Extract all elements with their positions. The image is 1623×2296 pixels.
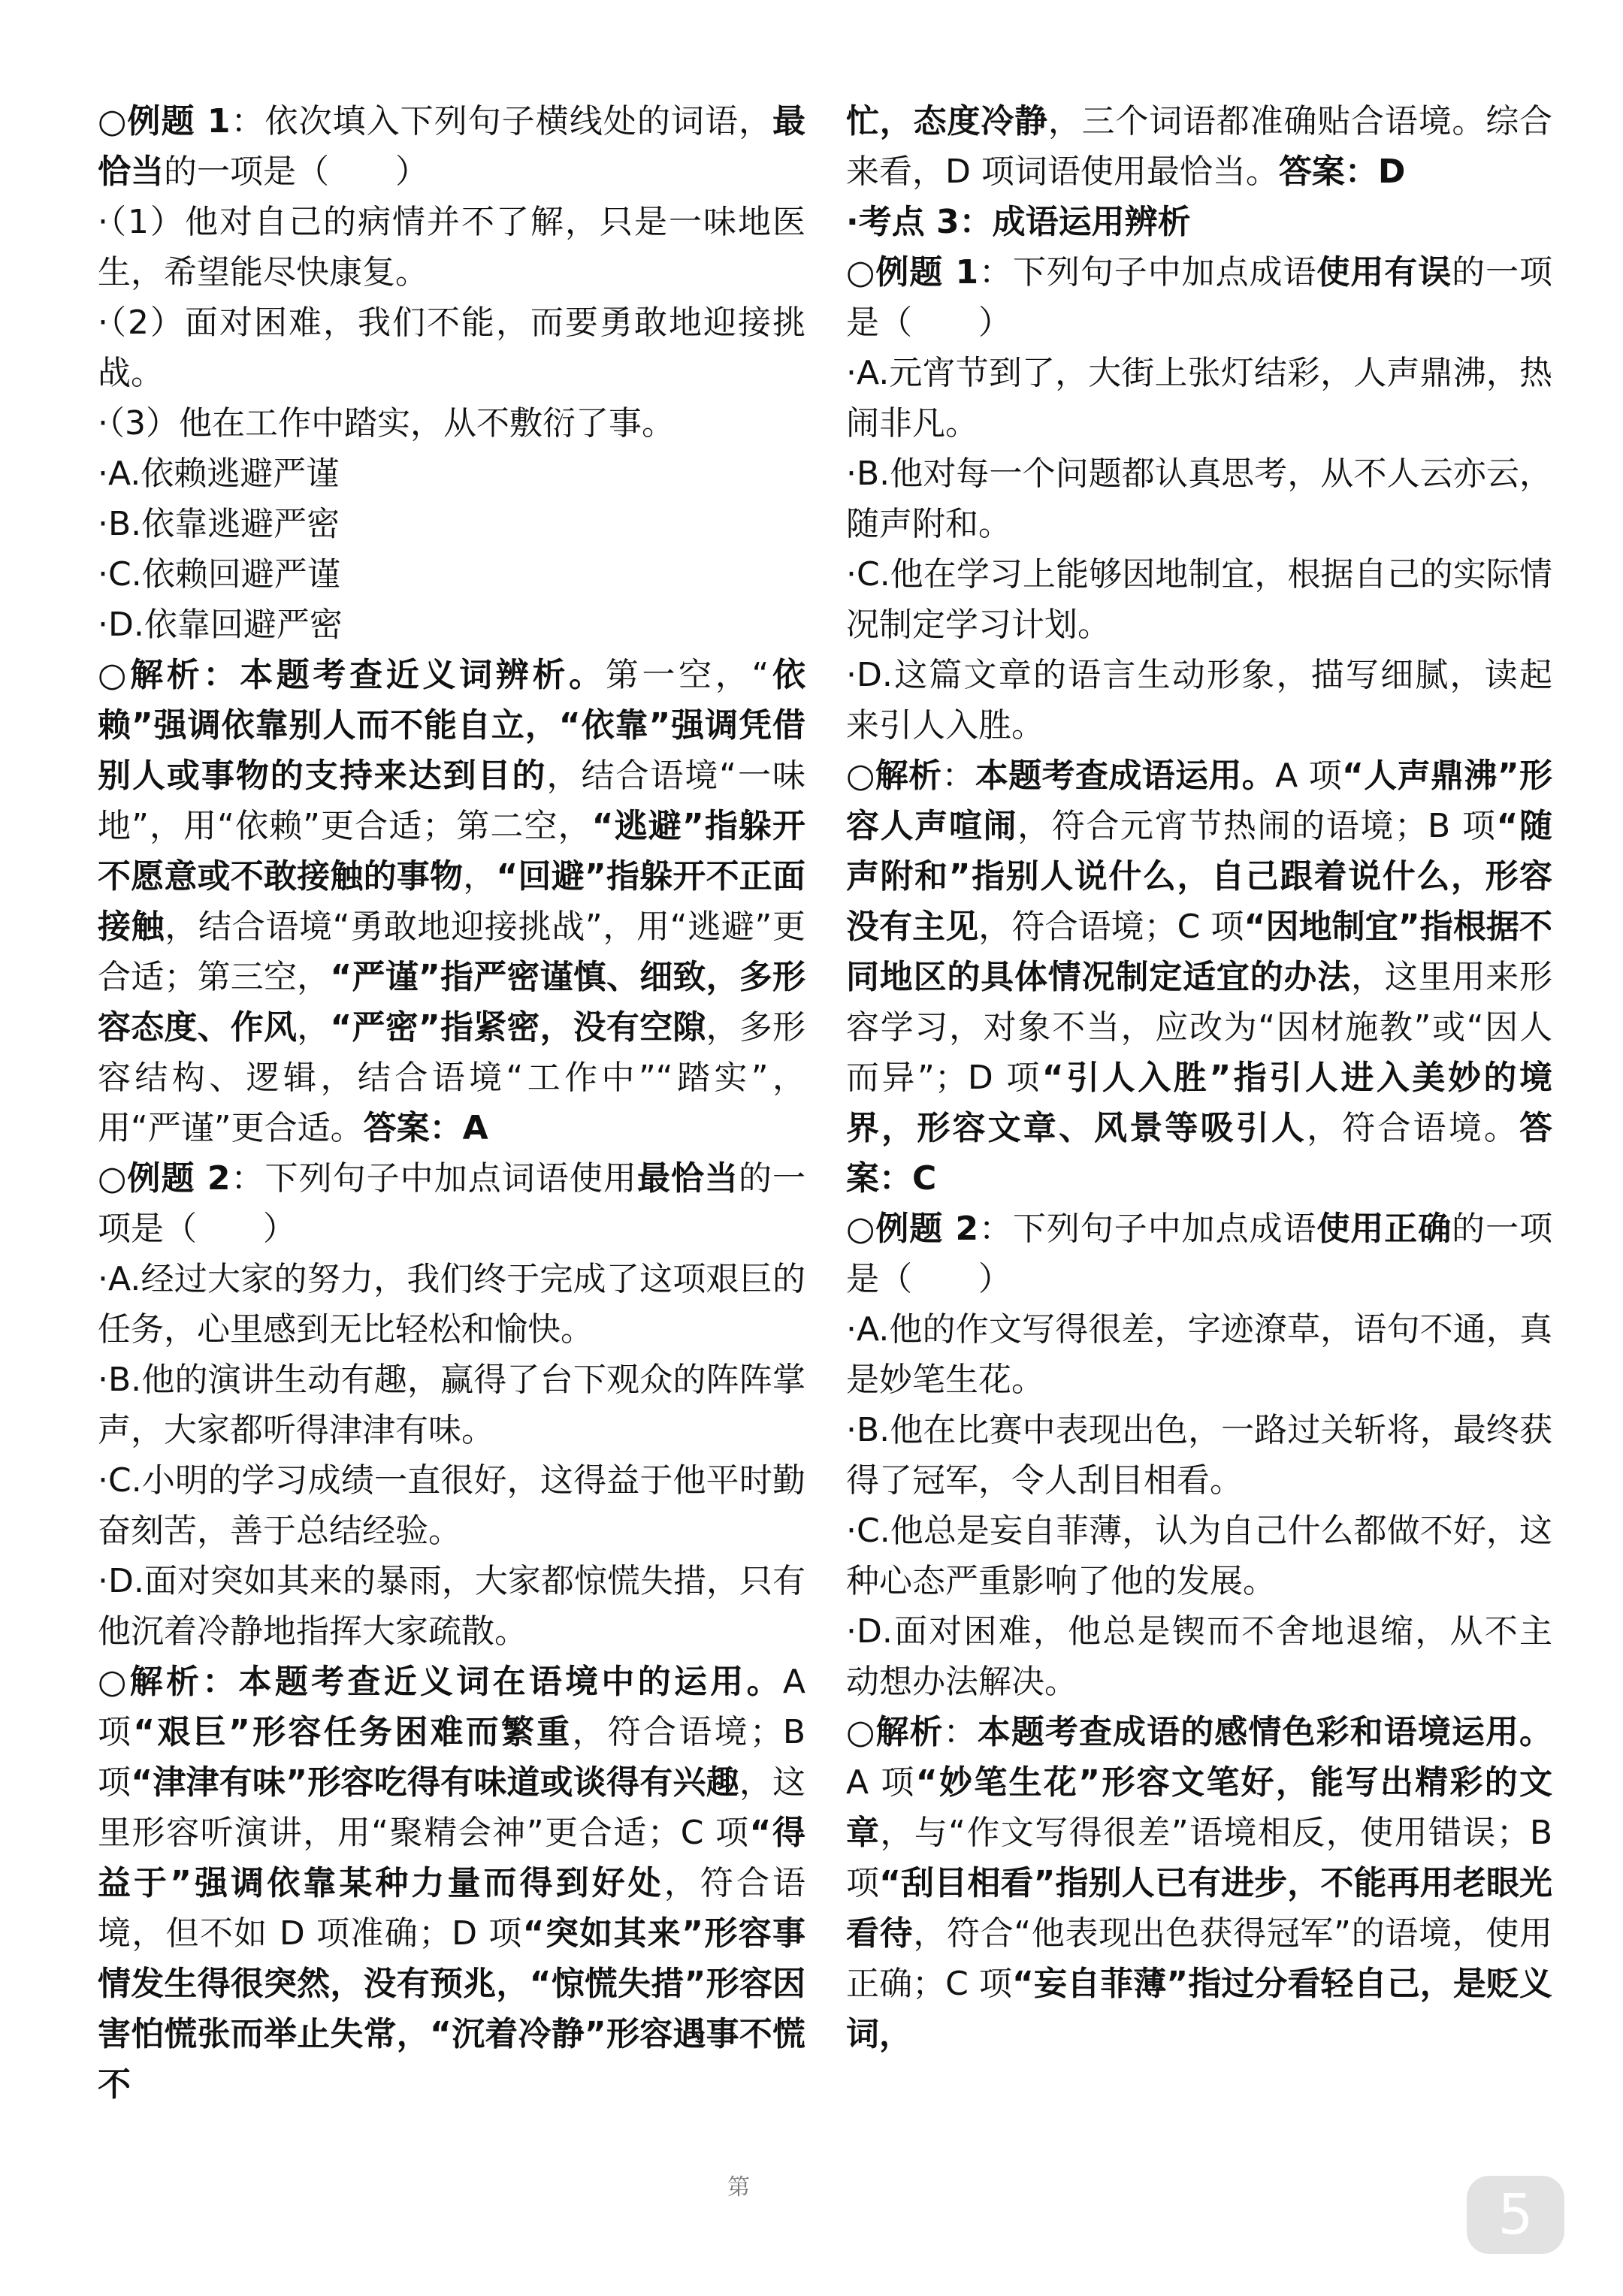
text-paragraph xyxy=(846,449,1552,549)
bold-text-run: “人声鼎沸”形容人声喧闹 xyxy=(846,757,1552,845)
text-run: A 项 xyxy=(98,1663,805,1751)
text-run: ·D.依靠回避严密 xyxy=(98,606,343,644)
text-run: ，结合语境“勇敢地迎接挑战”，用“逃避”更合适；第三空， xyxy=(98,908,805,996)
text-paragraph xyxy=(98,1355,805,1455)
text-paragraph xyxy=(98,1153,805,1254)
text-run: ，这里用来形容学习，对象不当，应改为“因材施教”或“因人而异”；D 项 xyxy=(846,958,1552,1097)
bold-text-run: “随声附和”指别人说什么，自己跟着说什么，形容没有主见 xyxy=(846,807,1552,946)
text-paragraph xyxy=(846,96,1552,197)
text-paragraph xyxy=(846,348,1552,449)
bold-text-run: 答案：C xyxy=(846,1109,1552,1198)
text-run: ·C.小明的学习成绩一直很好，这得益于他平时勤奋刻苦，善于总结经验。 xyxy=(98,1461,805,1550)
text-paragraph xyxy=(846,1606,1552,1707)
text-run: ，符合语境；C 项 xyxy=(978,908,1244,946)
bold-text-run: “津津有味”形容吃得有味道或谈得有兴趣 xyxy=(131,1763,739,1802)
bold-text-run: ○解析 xyxy=(846,757,942,795)
bold-text-run: “因地制宜”指根据不同地区的具体情况制定适宜的办法 xyxy=(846,908,1552,996)
text-run: ，三个词语都准确贴合语境。综合来看，D 项词语使用最恰当。 xyxy=(846,102,1552,191)
text-run: 的一项是（ ） xyxy=(164,153,428,191)
text-paragraph xyxy=(98,600,805,650)
bold-text-run: “严谨”指严密谨慎、细致，多形容态度、作风 xyxy=(98,958,805,1047)
text-run: ，结合语境“一味地”，用“依赖”更合适；第二空， xyxy=(98,757,805,845)
bold-text-run: “妄自菲薄”指过分看轻自己，是贬义词， xyxy=(846,1965,1552,2053)
text-paragraph xyxy=(846,1304,1552,1405)
text-run: ·A.元宵节到了，大街上张灯结彩，人声鼎沸，热闹非凡。 xyxy=(846,354,1552,443)
text-paragraph xyxy=(98,449,805,499)
right-column xyxy=(846,96,1552,2170)
text-run: ·C.依赖回避严谨 xyxy=(98,555,340,594)
bold-text-run: “回避”指躲开不正面接触 xyxy=(98,857,805,946)
text-run: ：下列句子中加点成语 xyxy=(978,253,1317,292)
text-run: ，符合“他表现出色获得冠军”的语境，使用正确；C 项 xyxy=(846,1914,1552,2003)
bold-text-run: 使用正确 xyxy=(1316,1210,1452,1248)
bold-text-run: “刮目相看”指别人已有进步，不能再用老眼光看待 xyxy=(846,1864,1552,1953)
page-footer-mark: 第 xyxy=(727,2174,750,2201)
text-paragraph xyxy=(846,751,1552,1204)
bold-text-run: “得益于”强调依靠某种力量而得到好处 xyxy=(98,1814,805,1902)
bold-text-run: “严密”指紧密，没有空隙 xyxy=(330,1008,706,1047)
text-paragraph xyxy=(98,197,805,298)
text-paragraph xyxy=(98,398,805,449)
text-run: 第一空，“ xyxy=(605,656,769,694)
text-run: ， xyxy=(297,1008,331,1047)
text-paragraph xyxy=(846,549,1552,650)
bold-text-run: ○解析：本题考查近义词在语境中的运用。 xyxy=(98,1663,783,1701)
text-run: ，符合语境，但不如 D 项准确；D 项 xyxy=(98,1864,805,1953)
text-run: ： xyxy=(943,1713,978,1751)
text-paragraph xyxy=(846,1707,1552,2059)
bold-text-run: ○例题 2 xyxy=(98,1159,231,1198)
text-run: ·A.他的作文写得很差，字迹潦草，语句不通，真是妙笔生花。 xyxy=(846,1310,1552,1399)
text-run: ·C.他在学习上能够因地制宜，根据自己的实际情况制定学习计划。 xyxy=(846,555,1552,644)
bold-text-run: ○例题 1 xyxy=(846,253,979,292)
text-run: ·B.他的演讲生动有趣，赢得了台下观众的阵阵掌声，大家都听得津津有味。 xyxy=(98,1361,805,1449)
text-run: A 项 xyxy=(1275,757,1342,795)
bold-text-run: ○例题 2 xyxy=(846,1210,979,1248)
bold-text-run: “逃避”指躲开不愿意或不敢接触的事物 xyxy=(98,807,805,896)
bold-text-run: ○例题 1 xyxy=(98,102,231,140)
text-run: ·B.他在比赛中表现出色，一路过关斩将，最终获得了冠军，令人刮目相看。 xyxy=(846,1411,1552,1500)
text-paragraph xyxy=(98,298,805,398)
text-run: ，这里形容听演讲，用“聚精会神”更合适；C 项 xyxy=(98,1763,805,1852)
text-paragraph xyxy=(846,197,1552,247)
text-run: 的一项是（ ） xyxy=(846,1210,1552,1298)
bold-text-run: “妙笔生花”形容文笔好，能写出精彩的文章 xyxy=(846,1763,1552,1852)
text-paragraph xyxy=(98,1455,805,1556)
bold-text-run: ○解析：本题考查近义词辨析。 xyxy=(98,656,606,694)
text-paragraph xyxy=(98,1657,805,2110)
text-run: ·B.他对每一个问题都认真思考，从不人云亦云，随声附和。 xyxy=(846,455,1552,543)
text-paragraph xyxy=(846,1506,1552,1606)
bold-text-run: 答案：D xyxy=(1278,153,1406,191)
text-run: ，符合元宵节热闹的语境；B 项 xyxy=(1017,807,1497,845)
text-run: ：下列句子中加点词语使用 xyxy=(230,1159,637,1198)
text-paragraph xyxy=(846,1204,1552,1304)
text-paragraph xyxy=(98,650,805,1153)
bold-text-run: “引人入胜”指引人进入美妙的境界，形容文章、风景等吸引人 xyxy=(846,1059,1552,1147)
text-run: ·D.面对困难，他总是锲而不舍地退缩，从不主动想办法解决。 xyxy=(846,1612,1552,1701)
text-paragraph xyxy=(98,1556,805,1657)
text-run: ·D.这篇文章的语言生动形象，描写细腻，读起来引人入胜。 xyxy=(846,656,1552,745)
text-paragraph xyxy=(98,96,805,197)
text-paragraph xyxy=(846,1405,1552,1506)
bold-text-run: ○解析 xyxy=(846,1713,944,1751)
text-run: ·A.依赖逃避严谨 xyxy=(98,455,340,493)
bold-text-run: 最恰当 xyxy=(98,102,805,191)
text-run: ： xyxy=(941,757,975,795)
bold-text-run: “突如其来”形容事情发生得很突然，没有预兆，“惊慌失措”形容因害怕慌张而举止失常，“沉着冷静”形容遇事不慌不 xyxy=(98,1914,805,2104)
bold-text-run: 本题考查成语的感情色彩和语境运用。 xyxy=(977,1713,1552,1751)
text-run: ·A.经过大家的努力，我们终于完成了这项艰巨的任务，心里感到无比轻松和愉快。 xyxy=(98,1260,805,1349)
bold-text-run: 使用有误 xyxy=(1316,253,1452,292)
bold-text-run: 答案：A xyxy=(363,1109,488,1147)
text-paragraph xyxy=(846,650,1552,751)
text-run: ，符合语境；B 项 xyxy=(98,1713,805,1802)
text-run: ，与“作文写得很差”语境相反，使用错误；B 项 xyxy=(846,1814,1552,1902)
text-paragraph xyxy=(98,1254,805,1355)
text-run: ·C.他总是妄自菲薄，认为自己什么都做不好，这种心态严重影响了他的发展。 xyxy=(846,1512,1552,1600)
text-run: ·（3）他在工作中踏实，从不敷衍了事。 xyxy=(98,404,675,443)
bold-text-run: 依赖”强调依靠别人而不能自立，“依靠”强调凭借别人或事物的支持来达到目的 xyxy=(98,656,805,795)
text-run: ·（2）面对困难，我们不能，而要勇敢地迎接挑战。 xyxy=(98,304,805,392)
page-number-badge: 5 xyxy=(1467,2176,1564,2254)
text-run: ·（1）他对自己的病情并不了解，只是一味地医生，希望能尽快康复。 xyxy=(98,203,805,292)
text-run: ：下列句子中加点成语 xyxy=(978,1210,1317,1248)
text-run: ·D.面对突如其来的暴雨，大家都惊慌失措，只有他沉着冷静地指挥大家疏散。 xyxy=(98,1562,805,1651)
bold-text-run: ·考点 3：成语运用辨析 xyxy=(846,203,1191,241)
text-run: A 项 xyxy=(846,1763,916,1802)
text-paragraph xyxy=(846,247,1552,348)
left-column xyxy=(98,96,805,2170)
text-run: 的一项是（ ） xyxy=(846,253,1552,342)
bold-text-run: “艰巨”形容任务困难而繁重 xyxy=(133,1713,573,1751)
text-run: ，符合语境。 xyxy=(1307,1109,1520,1147)
bold-text-run: 本题考查成语运用。 xyxy=(975,757,1276,795)
text-run: ，多形容结构、逻辑，结合语境“工作中”“踏实”，用“严谨”更合适。 xyxy=(98,1008,805,1147)
text-run: ， xyxy=(463,857,497,896)
text-run: ：依次填入下列句子横线处的词语， xyxy=(230,102,773,140)
text-paragraph xyxy=(98,549,805,600)
bold-text-run: 忙，态度冷静 xyxy=(846,102,1048,140)
text-run: ·B.依靠逃避严密 xyxy=(98,505,340,543)
text-paragraph xyxy=(98,499,805,549)
text-run: 的一项是（ ） xyxy=(98,1159,805,1248)
bold-text-run: 最恰当 xyxy=(636,1159,739,1198)
